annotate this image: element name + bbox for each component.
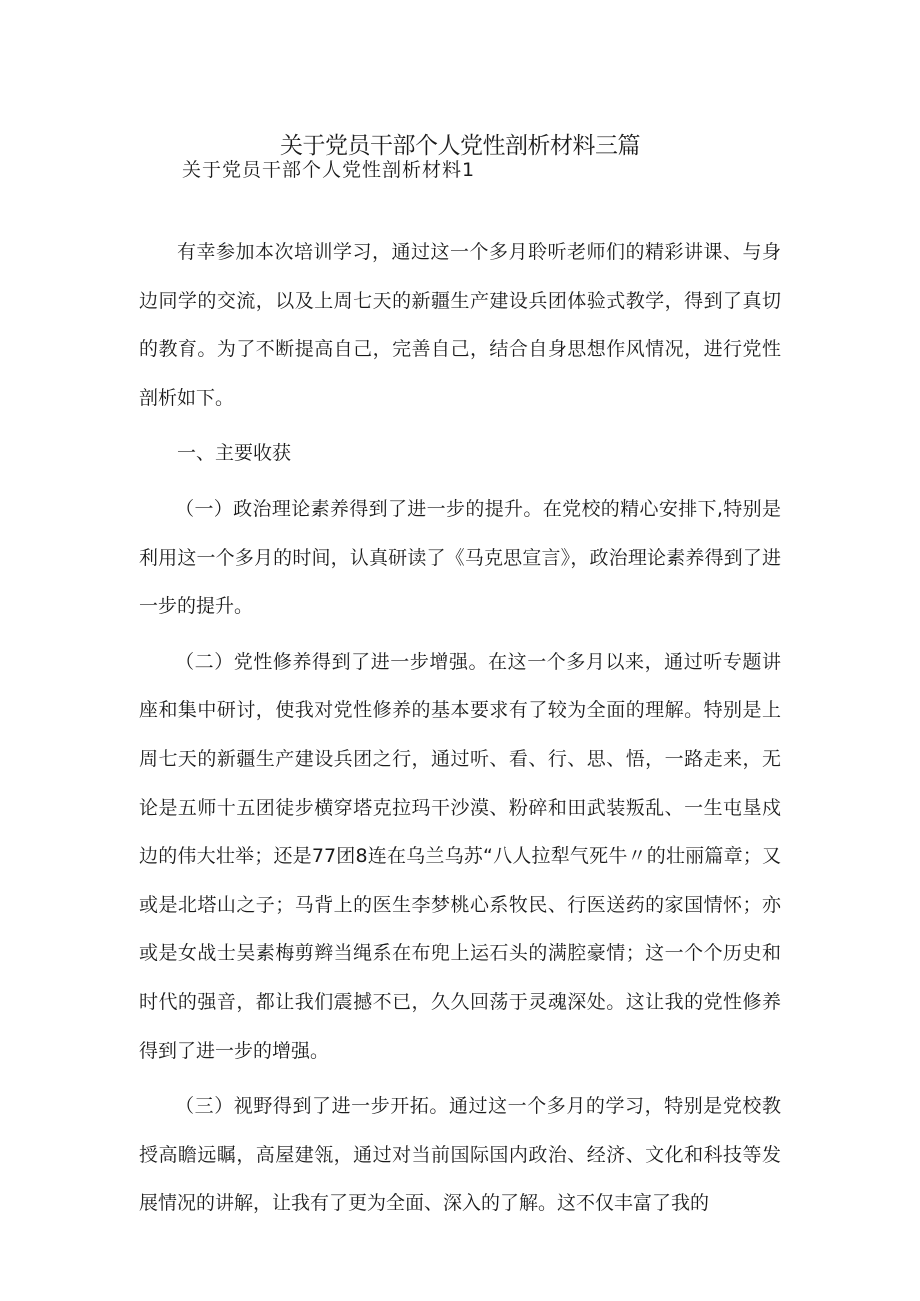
section-heading: 一、主要收获 bbox=[177, 442, 292, 465]
list-item: （三）视野得到了进一步开拓。通过这一个多月的学习，特别是党校教授高瞻远瞩，高屋建瓴，通过对当前国际国内政治、经济、文化和科技等发展情况的讲解，让我有了更为全面、深入的了解。这不仅丰富了我的 bbox=[139, 1095, 781, 1215]
intro-paragraph: 有幸参加本次培训学习，通过这一个多月聆听老师们的精彩讲课、与身边同学的交流，以及上周七天的新疆生产建设兵团体验式教学，得到了真切的教育。为了不断提高自己，完善自己，结合自身思想作风情况，进行党性剖析如下。 bbox=[139, 241, 781, 409]
document-title: 关于党员干部个人党性剖析材料三篇 bbox=[280, 133, 640, 159]
list-item: （一）政治理论素养得到了进一步的提升。在党校的精心安排下,特别是利用这一个多月的时间，认真研读了《马克思宣言》，政治理论素养得到了进一步的提升。 bbox=[139, 497, 781, 618]
document-body bbox=[139, 228, 781, 1235]
document-subtitle: 关于党员干部个人党性剖析材料1 bbox=[182, 159, 476, 181]
list-item: （二）党性修养得到了进一步增强。在这一个多月以来，通过听专题讲座和集中研讨，使我对党性修养的基本要求有了较为全面的理解。特别是上周七天的新疆生产建设兵团之行，通过听、看、行、思、悟，一路走来，无论是五师十五团徒步横穿塔克拉玛干沙漠、粉碎和田武装叛乱、一生屯垦戍边的伟大壮举；还是77团8连在乌兰乌苏“八人拉犁气死牛〃的壮丽篇章；又或是北塔山之子；马背上的医生李梦桃心系牧民、行医送药的家国情怀；亦或是女战士吴素梅剪辫当绳系在布兜上运石头的满腔豪情；这一个个历史和时代的强音，都让我们震撼不已，久久回荡于灵魂深处。这让我的党性修养得到了进一步的增强。 bbox=[139, 650, 781, 1062]
